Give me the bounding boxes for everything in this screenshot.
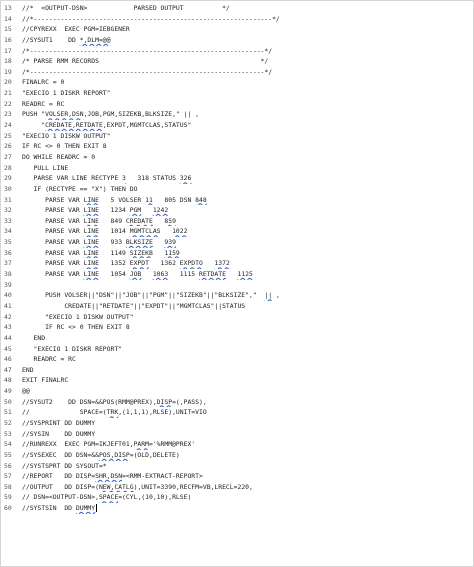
- code-token: IF RC <> 0 THEN EXIT 8: [22, 142, 107, 151]
- code-line[interactable]: [1, 152, 473, 163]
- lint-warning-token: TRK: [106, 408, 119, 417]
- code-line[interactable]: [1, 67, 473, 78]
- code-line[interactable]: [1, 503, 473, 514]
- code-line[interactable]: [1, 184, 473, 195]
- lint-warning-token: 11: [145, 195, 153, 204]
- code-token: /*-------------------------------------------------------------*/: [22, 46, 273, 55]
- line-number: 15: [4, 25, 12, 34]
- code-text: [18, 226, 473, 237]
- code-token: PARSE VAR: [22, 270, 84, 279]
- line-number: 49: [4, 387, 12, 396]
- code-token: [203, 259, 215, 267]
- line-number: 13: [4, 4, 12, 12]
- code-line[interactable]: [1, 482, 473, 493]
- code-line[interactable]: [1, 226, 473, 237]
- code-text: [18, 386, 473, 397]
- code-token: =(,PASS),: [172, 397, 207, 406]
- line-number: 35: [4, 238, 12, 247]
- code-token: [141, 270, 153, 278]
- code-line[interactable]: [1, 14, 473, 25]
- code-token: PARSE VAR: [22, 238, 84, 247]
- code-line[interactable]: [1, 24, 473, 35]
- code-token: PARSE VAR: [22, 216, 84, 225]
- lint-warning-token: LINE: [83, 270, 99, 279]
- code-line[interactable]: [1, 237, 473, 248]
- line-number: 53: [4, 429, 12, 438]
- code-token: [226, 270, 238, 278]
- code-line[interactable]: [1, 141, 473, 152]
- code-line[interactable]: [1, 99, 473, 110]
- code-line[interactable]: [1, 258, 473, 269]
- code-text: [18, 429, 473, 440]
- line-number: 32: [4, 206, 12, 215]
- code-text: [18, 333, 473, 344]
- code-text: [18, 503, 473, 514]
- line-number: 18: [4, 57, 12, 66]
- code-token: 318 STATUS: [125, 174, 180, 183]
- line-number: 25: [4, 131, 12, 140]
- line-number: 27: [4, 152, 12, 161]
- code-text: [18, 312, 473, 323]
- code-text: [18, 344, 473, 355]
- code-line[interactable]: [1, 322, 473, 333]
- code-token: IF RC <> 0 THEN EXIT 8: [22, 323, 130, 332]
- code-text: [18, 450, 473, 461]
- code-token: 1014: [98, 227, 130, 236]
- code-token: //REPORT DD DISP=: [22, 472, 96, 481]
- code-token: END: [22, 333, 46, 342]
- line-number: 48: [4, 376, 12, 385]
- lint-warning-token: NEW,CATLG: [98, 482, 134, 491]
- code-text: [18, 46, 473, 57]
- code-text: [18, 24, 473, 35]
- code-token: PULL LINE: [22, 163, 69, 172]
- code-token: PUSH ": [22, 110, 46, 119]
- code-token: // DSN=<OUTPUT-DSN>,: [22, 493, 99, 502]
- code-token: PARSE VAR: [22, 195, 84, 204]
- code-token: //*--------------------------------------------------------------*/: [22, 14, 280, 23]
- code-line[interactable]: [1, 365, 473, 376]
- code-text: [18, 461, 473, 472]
- code-line[interactable]: [1, 131, 473, 142]
- line-number: 26: [4, 142, 12, 151]
- lint-warning-token: PGM: [129, 206, 142, 215]
- code-line[interactable]: [1, 418, 473, 429]
- code-token: PARSE VAR: [22, 248, 84, 257]
- lint-warning-token: SPACE: [98, 493, 119, 502]
- code-text: [18, 482, 473, 493]
- code-token: 933: [98, 238, 126, 247]
- lint-warning-token: *,DLM=@@: [79, 35, 111, 44]
- lint-warning-token: LINE: [83, 216, 99, 225]
- lint-warning-token: 859: [164, 216, 176, 225]
- code-text: [18, 109, 473, 120]
- line-number: 37: [4, 259, 12, 268]
- code-token: ='%RMM@PREX': [148, 440, 196, 449]
- line-number: 14: [4, 14, 12, 23]
- code-line[interactable]: [1, 216, 473, 227]
- lint-warning-token: SHR,DSN: [95, 472, 123, 481]
- code-text: [18, 99, 473, 110]
- line-number: 29: [4, 174, 12, 183]
- lint-warning-token: BLKSIZE: [125, 238, 153, 247]
- code-token: ),UNIT=3390,RECFM=VB,LRECL=220,: [133, 482, 253, 491]
- line-number: 59: [4, 493, 12, 502]
- code-token: PUSH VOLSER||"DSN"||"JOB"||"PGM"||"SIZEKB"||"BLKSIZE",": [22, 291, 265, 300]
- code-token: "EXECIO 1 DISKR REPORT": [22, 89, 111, 98]
- code-line[interactable]: [1, 88, 473, 99]
- line-number: 58: [4, 482, 12, 491]
- lint-warning-token: 1063: [152, 270, 169, 279]
- lint-warning-token: LINE: [83, 195, 99, 204]
- code-text: [18, 216, 473, 227]
- code-line[interactable]: [1, 429, 473, 440]
- code-token: 1054: [98, 270, 130, 279]
- code-line[interactable]: [1, 450, 473, 461]
- code-token: END: [22, 365, 34, 374]
- code-line[interactable]: [1, 333, 473, 344]
- line-number: 55: [4, 450, 12, 459]
- line-number: 41: [4, 301, 12, 310]
- code-text: [18, 290, 473, 301]
- code-line[interactable]: [1, 375, 473, 386]
- line-number: 28: [4, 163, 12, 172]
- code-token: //SYSPRINT DD DUMMY: [22, 418, 96, 427]
- line-number: 34: [4, 227, 12, 236]
- code-token: FINALRC = 0: [22, 78, 65, 87]
- code-text: [18, 35, 473, 46]
- lint-warning-token: LINE: [83, 238, 99, 247]
- code-token: READRC = RC: [22, 355, 76, 364]
- code-line[interactable]: [1, 195, 473, 206]
- code-lines: [1, 3, 473, 514]
- code-token: /* PARSE RMM RECORDS */: [22, 57, 269, 66]
- lint-warning-token: EXPDT: [129, 259, 149, 268]
- code-token: 1352: [98, 259, 130, 268]
- line-number: 42: [4, 312, 12, 321]
- code-token: 1362: [148, 259, 180, 268]
- code-text: [18, 237, 473, 248]
- code-token: 1115: [168, 270, 199, 279]
- code-line[interactable]: [1, 77, 473, 88]
- code-token: PARSE VAR: [22, 206, 84, 215]
- code-text: [18, 195, 473, 206]
- code-text: [18, 439, 473, 450]
- line-number: 20: [4, 78, 12, 87]
- code-token: ,JOB,PGM,SIZEKB,BLKSIZE," || ,: [83, 110, 200, 119]
- code-token: =(CYL,(10,10),RLSE): [118, 493, 192, 502]
- code-line[interactable]: [1, 386, 473, 397]
- code-token: IF (RECTYPE == "X") THEN DO: [22, 184, 138, 193]
- code-text: [18, 301, 473, 312]
- code-token: READRC = RC: [22, 99, 65, 108]
- code-line[interactable]: [1, 439, 473, 450]
- lint-warning-token: ||: [264, 291, 273, 300]
- lint-warning-token: POS,DISP: [98, 450, 130, 459]
- code-line[interactable]: [1, 56, 473, 67]
- code-token: //SYSEXEC DD DSN=&&: [22, 450, 99, 459]
- code-token: //* <OUTPUT-DSN> PARSED OUTPUT */: [22, 4, 230, 12]
- code-token: //SYSTSIN DD: [22, 504, 76, 513]
- code-token: "EXECIO 1 DISKW OUTPUT": [22, 312, 134, 321]
- line-number: 39: [4, 280, 12, 289]
- line-number: 60: [4, 504, 12, 513]
- line-number: 24: [4, 121, 12, 130]
- line-number: 16: [4, 35, 12, 44]
- code-text: [18, 269, 473, 280]
- lint-warning-token: CREDATE: [125, 216, 153, 225]
- code-line[interactable]: [1, 205, 473, 216]
- lint-warning-token: LINE: [83, 206, 99, 215]
- code-text: [18, 397, 473, 408]
- line-number: 50: [4, 397, 12, 406]
- line-number: 40: [4, 291, 12, 300]
- code-line[interactable]: [1, 3, 473, 14]
- code-text: [18, 471, 473, 482]
- lint-warning-token: LINE: [83, 227, 99, 236]
- code-line[interactable]: [1, 35, 473, 46]
- lint-warning-token: JOB: [129, 270, 142, 279]
- lint-warning-token: MGMTCLAS: [129, 227, 161, 236]
- line-number: 22: [4, 99, 12, 108]
- code-token: DO WHILE READRC = 0: [22, 152, 96, 161]
- code-line[interactable]: [1, 344, 473, 355]
- code-line[interactable]: [1, 280, 473, 291]
- code-token: @@: [22, 387, 30, 396]
- code-text: [18, 258, 473, 269]
- lint-warning-token: 326: [179, 174, 192, 183]
- code-token: PARSE VAR LINE RECTYPE: [22, 174, 123, 183]
- code-line[interactable]: [1, 461, 473, 472]
- code-token: [161, 227, 173, 235]
- code-text: [18, 14, 473, 25]
- code-text: [18, 77, 473, 88]
- lint-warning-token: 848: [195, 195, 207, 204]
- lint-warning-token: LINE: [83, 259, 99, 268]
- lint-warning-token: 1242: [152, 206, 169, 215]
- lint-warning-token: PARM: [133, 440, 149, 449]
- line-number: 21: [4, 89, 12, 98]
- text-cursor: [96, 504, 97, 512]
- line-number: 43: [4, 323, 12, 332]
- code-token: ": [22, 121, 46, 130]
- lint-warning-token: SIZEKB: [129, 248, 153, 257]
- lint-warning-token: 3: [122, 174, 126, 183]
- code-text: [18, 492, 473, 503]
- code-line[interactable]: [1, 120, 473, 131]
- code-text: [18, 418, 473, 429]
- line-number: 30: [4, 184, 12, 193]
- lint-warning-token: 939: [164, 238, 176, 247]
- code-text: [18, 407, 473, 418]
- line-number: 33: [4, 216, 12, 225]
- lint-warning-token: EXPDTO: [179, 259, 203, 268]
- code-token: =(OLD,DELETE): [129, 450, 180, 459]
- code-text: [18, 88, 473, 99]
- line-number: 44: [4, 333, 12, 342]
- code-text: [18, 375, 473, 386]
- code-text: [18, 322, 473, 333]
- line-number: 31: [4, 195, 12, 204]
- code-line[interactable]: [1, 471, 473, 482]
- code-line[interactable]: [1, 109, 473, 120]
- code-text: [18, 56, 473, 67]
- code-text: [18, 248, 473, 259]
- code-text: [18, 152, 473, 163]
- code-text: [18, 173, 473, 184]
- code-text: [18, 354, 473, 365]
- line-number: 19: [4, 67, 12, 76]
- code-line[interactable]: [1, 407, 473, 418]
- line-number: 52: [4, 418, 12, 427]
- code-token: //SYSUT1 DD: [22, 35, 80, 44]
- code-line[interactable]: [1, 290, 473, 301]
- code-token: //SYSIN DD DUMMY: [22, 429, 96, 438]
- lint-warning-token: 1125: [237, 270, 253, 279]
- code-token: //OUTPUT DD DISP=(: [22, 482, 99, 491]
- code-text: [18, 3, 473, 14]
- code-token: //CPYREXX EXEC PGM=IEBGENER: [22, 25, 130, 34]
- code-token: EXIT FINALRC: [22, 376, 69, 385]
- code-token: [141, 206, 153, 214]
- code-text: [18, 67, 473, 78]
- line-number: 38: [4, 270, 12, 279]
- code-text: [18, 184, 473, 195]
- lint-warning-token: DISP: [156, 397, 173, 406]
- lint-warning-token: 1159: [164, 248, 180, 257]
- code-text: [18, 131, 473, 142]
- code-token: /*-------------------------------------------------------------*/: [22, 67, 273, 76]
- line-number: 17: [4, 46, 12, 55]
- code-line[interactable]: [1, 354, 473, 365]
- code-token: 1149: [98, 248, 130, 257]
- code-token: 849: [98, 216, 126, 225]
- code-token: CREDATE||"RETDATE"||"EXPDT"||"MGMTCLAS"||STATUS: [22, 301, 246, 310]
- lint-warning-token: LINE: [83, 248, 99, 257]
- code-line[interactable]: [1, 492, 473, 503]
- code-token: ,: [272, 291, 280, 300]
- code-token: //SYSTSPRT DD SYSOUT=*: [22, 461, 107, 470]
- code-token: ,(1,1,1),RLSE),UNIT=VIO: [118, 408, 207, 417]
- lint-warning-token: 1372: [214, 259, 230, 268]
- line-number: 56: [4, 461, 12, 470]
- code-token: PARSE VAR: [22, 227, 84, 236]
- code-line[interactable]: [1, 173, 473, 184]
- code-line[interactable]: [1, 46, 473, 57]
- code-line[interactable]: [1, 248, 473, 259]
- code-token: ,EXPDT,MGMTCLAS,STATUS": [102, 121, 192, 130]
- line-number: 46: [4, 355, 12, 364]
- code-token: "EXECIO 1 DISKW OUTPUT": [22, 131, 111, 140]
- code-token: PARSE VAR: [22, 259, 84, 268]
- line-number: 51: [4, 408, 12, 417]
- line-number: 45: [4, 344, 12, 353]
- line-number: 54: [4, 440, 12, 449]
- code-token: //RUNREXX EXEC PGM=IKJEFT01,: [22, 440, 134, 449]
- code-line[interactable]: [1, 397, 473, 408]
- code-text: [18, 365, 473, 376]
- code-line[interactable]: [1, 269, 473, 280]
- code-text: [18, 141, 473, 152]
- code-token: //SYSUT2 DD DSN=&&POS(RMM@PREX),: [22, 397, 157, 406]
- code-line[interactable]: [1, 312, 473, 323]
- code-token: [153, 217, 165, 225]
- code-text: [18, 163, 473, 174]
- code-line[interactable]: [1, 301, 473, 312]
- lint-warning-token: DUMMY: [75, 504, 96, 513]
- lint-warning-token: VOLSER,DSN: [45, 110, 84, 119]
- code-text: [18, 120, 473, 131]
- code-token: 5 VOLSER: [98, 195, 146, 204]
- code-token: 805 DSN: [152, 195, 196, 204]
- lint-warning-token: CREDATE,RETDATE: [45, 121, 103, 130]
- code-token: "EXECIO 1 DISKR REPORT": [22, 344, 123, 353]
- line-number: 23: [4, 110, 12, 119]
- code-text: [18, 205, 473, 216]
- line-number: 57: [4, 472, 12, 481]
- code-token: =<RMM-EXTRACT-REPORT>: [122, 472, 203, 481]
- lint-warning-token: 1022: [172, 227, 188, 236]
- code-line[interactable]: [1, 163, 473, 174]
- code-token: // SPACE=(: [22, 408, 107, 417]
- code-token: [153, 238, 165, 246]
- code-token: 1234: [98, 206, 130, 215]
- line-number: 47: [4, 365, 12, 374]
- line-number: 36: [4, 248, 12, 257]
- code-token: [153, 249, 165, 257]
- lint-warning-token: RETDATE: [199, 270, 226, 279]
